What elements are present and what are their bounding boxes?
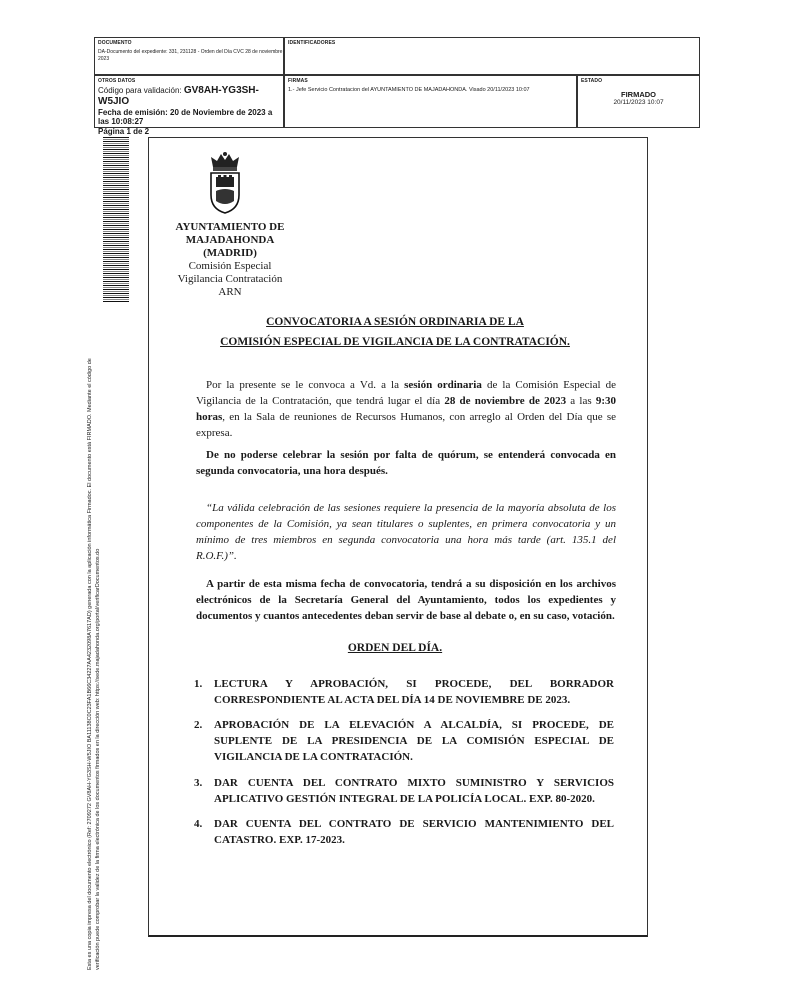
otros-datos-label: OTROS DATOS [98, 78, 136, 84]
estado-date: 20/11/2023 10:07 [613, 99, 664, 106]
orden-item-text: LECTURA Y APROBACIÓN, SI PROCEDE, DEL BORRADOR CORRESPONDIENTE AL ACTA DEL DÍA 14 DE NOVIEMBRE DE 2023. [214, 678, 614, 706]
sidebar-line-2: verificación puede comprobar la validez de la firma electrónica de los documentos firmados en la dirección web: https://sede.majadahonda.org/portal/verificarDocumentos.do [95, 548, 101, 970]
identificadores-cell [284, 37, 700, 75]
paragraph-rof-quote: “La válida celebración de las sesiones requiere la presencia de la mayoría absoluta de los componentes de la Comisión, ya sean titulares o suplentes, en primera convocatoria y un mínimo de tres miembros en segunda convocatoria una hora más tarde (art. 135.1 del R.O.F.)”. [196, 502, 616, 562]
p1-g: , en la Sala de reuniones de Recursos Humanos, con arreglo al Orden del Día que se expresa. [196, 411, 616, 439]
estado-value: FIRMADO [621, 90, 656, 99]
orden-item-text: DAR CUENTA DEL CONTRATO MIXTO SUMINISTRO Y SERVICIOS APLICATIVO GESTIÓN INTEGRAL DE LA POLICÍA LOCAL. EXP. 80-2020. [214, 777, 614, 805]
orden-item-4 [194, 816, 614, 848]
p1-c: de la Comisión Especial de Vigilancia de la Contratación, que tendrá lugar el día [196, 379, 616, 407]
org-line-2: MAJADAHONDA [185, 234, 275, 246]
documento-value: DA-Documento del expediente: 331, 231128 - Orden del Día CVC 28 de noviembre 2023 [98, 49, 283, 62]
orden-item-number: 4. [194, 818, 203, 830]
firmas-value: 1.- Jefe Servicio Contratacion del AYUNTAMIENTO DE MAJADAHONDA. Visado 20/11/2023 10:07 [288, 87, 530, 93]
estado-cell [577, 75, 700, 128]
p1-d: 28 de noviembre de 2023 [444, 395, 567, 407]
paragraph-quorum: De no poderse celebrar la sesión por falta de quórum, se entenderá convocada en segunda convocatoria, una hora después. [196, 449, 616, 477]
org-line-1: AYUNTAMIENTO DE [175, 221, 285, 233]
orden-item-2 [194, 717, 614, 765]
estado-label: ESTADO [581, 78, 603, 84]
p1-f: 9:30 horas [196, 395, 616, 423]
codigo-validacion[interactable] [98, 85, 283, 107]
orden-heading: ORDEN DEL DÍA. [347, 642, 443, 654]
sidebar-line-1: Esta es una copia impresa del documento electrónico (Ref: 2709272 GV8AH-YG3SH-W5JIO BA11138C0C23FA1B66C34227AA4232098A7617AD) generada con la aplicación informática Firmadoc. El documento está FIRMADO. Mediante el código de [87, 358, 93, 970]
org-line-4: Comisión Especial [188, 260, 272, 272]
documento-label: DOCUMENTO [98, 40, 132, 46]
documento-cell [94, 37, 284, 75]
p1-a: Por la presente se le convoca a Vd. a la [206, 379, 405, 391]
orden-item-text: DAR CUENTA DEL CONTRATO DE SERVICIO MANTENIMIENTO DEL CATASTRO. EXP. 17-2023. [214, 818, 614, 846]
firmas-label: FIRMAS [288, 78, 308, 84]
firmas-cell [284, 75, 577, 128]
verification-sidebar [86, 320, 130, 970]
orden-item-number: 3. [194, 777, 203, 789]
barcode [103, 137, 129, 303]
fecha-emision: Fecha de emisión: 20 de Noviembre de 2023 a las 10:08:27 [98, 108, 273, 126]
org-line-3: (MADRID) [203, 247, 257, 259]
codigo-prefix: Código para validación: [98, 86, 182, 95]
p1-b: sesión ordinaria [404, 379, 482, 391]
orden-item-number: 1. [194, 678, 203, 690]
identificadores-label: IDENTIFICADORES [288, 40, 336, 46]
paragraph-archivos: A partir de esta misma fecha de convocatoria, tendrá a su disposición en los archivos electrónicos de la Secretaría General del Ayuntamiento, todos los expedientes y documentos y cuantos antecedentes deban servir de base al debate o, en su caso, votación. [196, 578, 616, 622]
orden-item-1 [194, 676, 614, 708]
codigo-value: GV8AH-YG3SH-W5JIO [98, 85, 259, 107]
orden-item-number: 2. [194, 719, 203, 731]
orden-item-3 [194, 775, 614, 807]
coat-of-arms-icon [204, 151, 246, 215]
orden-item-text: APROBACIÓN DE LA ELEVACIÓN A ALCALDÍA, SI PROCEDE, DE SUPLENTE DE LA PRESIDENCIA DE LA COMISIÓN ESPECIAL DE VIGILANCIA DE LA CONTRATACIÓN. [214, 719, 614, 763]
p1-e: a las [566, 395, 596, 407]
org-line-6: ARN [218, 286, 242, 298]
title-line-1: CONVOCATORIA A SESIÓN ORDINARIA DE LA [266, 316, 524, 328]
org-line-5: Vigilancia Contratación [177, 273, 283, 285]
title-line-2: COMISIÓN ESPECIAL DE VIGILANCIA DE LA CONTRATACIÓN. [220, 336, 570, 348]
otros-datos-cell [94, 75, 284, 136]
pagina: Página 1 de 2 [98, 127, 150, 136]
paragraph-convocatoria [196, 377, 616, 441]
